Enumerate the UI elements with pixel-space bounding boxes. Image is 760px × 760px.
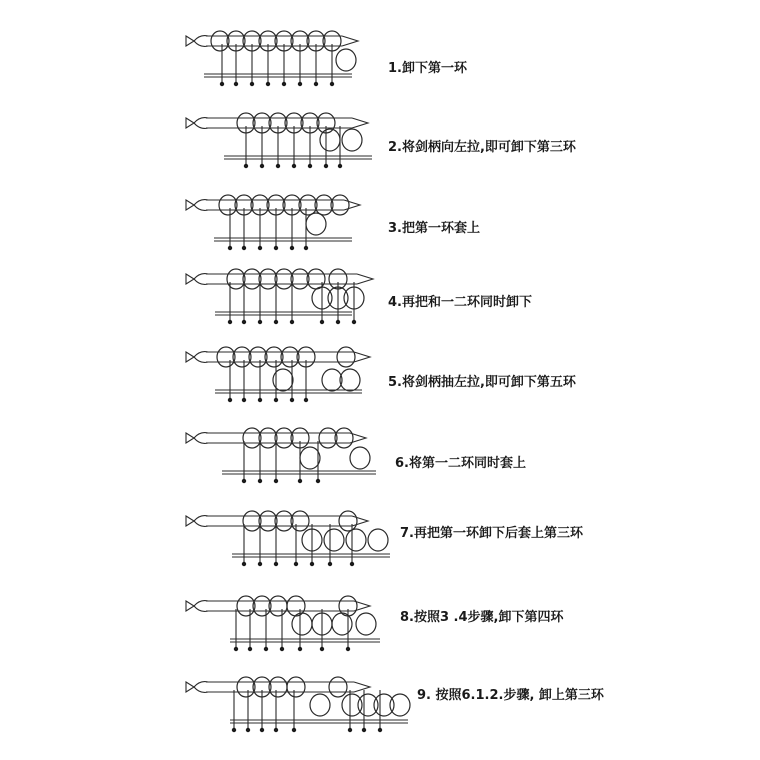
ring-dropped [342,694,362,716]
ring-on-handle [269,596,287,616]
stem-knot [314,82,318,86]
step-caption: 2.将剑柄向左拉,即可卸下第三环 [388,140,576,155]
stem-knot [328,562,332,566]
step-panel-5 [186,347,577,402]
stem-knot [274,398,278,402]
step-panel-6 [186,428,526,483]
handle-icon [186,352,194,362]
stem-knot [260,164,264,168]
ring-on-handle [243,269,261,289]
stem-knot [250,82,254,86]
stem-knot [362,728,366,732]
ring-on-handle [339,511,357,531]
ring-on-handle [329,677,347,697]
ring-on-handle [319,428,337,448]
step-caption: 8.按照3 .4步骤,卸下第四环 [400,610,564,625]
stem-knot [228,246,232,250]
ring-on-handle [265,347,283,367]
stem-knot [234,647,238,651]
stem-knot [310,562,314,566]
step-panel-4 [186,269,532,324]
ring-on-handle [331,195,349,215]
step-panel-2 [186,113,577,168]
ring-on-handle [291,269,309,289]
handle-icon [186,274,194,284]
stem-knot [276,164,280,168]
ring-dropped [310,694,330,716]
handle-icon [186,682,194,692]
ring-on-handle [287,677,305,697]
stem-knot [248,647,252,651]
ring-on-handle [335,428,353,448]
step-caption: 6.将第一二环同时套上 [395,456,526,471]
stem-knot [220,82,224,86]
ring-dropped [322,369,342,391]
stem-knot [242,246,246,250]
stem-knot [304,246,308,250]
step-panel-8 [186,596,564,651]
stem-knot [338,164,342,168]
stem-knot [266,82,270,86]
stem-knot [274,562,278,566]
stem-knot [274,479,278,483]
stem-knot [346,647,350,651]
ring-on-handle [237,596,255,616]
stem-knot [330,82,334,86]
stem-knot [242,562,246,566]
ring-dropped [306,213,326,235]
handle-icon [186,516,194,526]
ring-dropped [324,529,344,551]
ring-dropped [374,694,394,716]
ring-dropped [346,529,366,551]
stem-knot [282,82,286,86]
ring-on-handle [275,269,293,289]
stem-knot [290,246,294,250]
stem-knot [274,246,278,250]
stem-knot [316,479,320,483]
stem-knot [258,246,262,250]
stem-knot [324,164,328,168]
stem-knot [232,728,236,732]
stem-knot [336,320,340,324]
ring-on-handle [315,195,333,215]
handle-icon [186,601,194,611]
stem-knot [274,320,278,324]
handle-icon [186,200,194,210]
stem-knot [274,728,278,732]
stem-knot [258,479,262,483]
stem-knot [352,320,356,324]
ring-on-handle [249,347,267,367]
stem-knot [292,164,296,168]
step-caption: 3.把第一环套上 [388,221,480,236]
ring-on-handle [259,428,277,448]
ring-dropped [390,694,410,716]
stem-knot [298,647,302,651]
stem-knot [320,320,324,324]
stem-knot [348,728,352,732]
stem-knot [234,82,238,86]
step-caption: 4.再把和一二环同时卸下 [388,295,532,310]
stem-knot [320,647,324,651]
handle-icon [186,433,194,443]
ring-on-handle [233,347,251,367]
stem-knot [242,479,246,483]
ring-dropped [356,613,376,635]
ring-on-handle [217,347,235,367]
ring-on-handle [211,31,229,51]
stem-knot [242,320,246,324]
ring-on-handle [337,347,355,367]
stem-knot [294,562,298,566]
ring-on-handle [259,269,277,289]
step-panel-3 [186,195,480,250]
step-caption: 1.卸下第一环 [388,61,467,76]
stem-knot [244,164,248,168]
ring-on-handle [275,428,293,448]
stem-knot [290,398,294,402]
stem-knot [260,728,264,732]
ring-on-handle [281,347,299,367]
stem-knot [298,479,302,483]
ring-on-handle [299,195,317,215]
stem-knot [242,398,246,402]
step-caption: 7.再把第一环卸下后套上第三环 [400,526,583,541]
stem-knot [308,164,312,168]
step-panel-1 [186,31,468,86]
ring-on-handle [259,511,277,531]
stem-knot [292,728,296,732]
stem-knot [258,562,262,566]
ring-dropped [332,613,352,635]
stem-knot [228,320,232,324]
ring-on-handle [291,511,309,531]
step-panel-7 [186,511,584,566]
ring-dropped [300,447,320,469]
ring-dropped [368,529,388,551]
ring-on-handle [275,511,293,531]
stem-knot [246,728,250,732]
stem-knot [258,320,262,324]
ring-dropped [336,49,356,71]
step-caption: 9. 按照6.1.2.步骤, 卸上第三环 [417,688,604,703]
ring-on-handle [243,428,261,448]
ring-dropped [358,694,378,716]
ring-on-handle [237,677,255,697]
stem-knot [280,647,284,651]
ring-on-handle [219,195,237,215]
stem-knot [228,398,232,402]
ring-dropped [342,129,362,151]
ring-dropped [340,369,360,391]
ring-dropped [350,447,370,469]
handle-icon [186,118,194,128]
handle-icon [186,36,194,46]
step-caption: 5.将剑柄抽左拉,即可卸下第五环 [388,375,576,390]
ring-on-handle [269,677,287,697]
stem-knot [304,398,308,402]
stem-knot [258,398,262,402]
stem-knot [350,562,354,566]
ring-on-handle [243,511,261,531]
ring-on-handle [253,596,271,616]
stem-knot [264,647,268,651]
stem-knot [378,728,382,732]
ring-dropped [292,613,312,635]
stem-knot [298,82,302,86]
stem-knot [290,320,294,324]
step-panel-9 [186,677,605,732]
